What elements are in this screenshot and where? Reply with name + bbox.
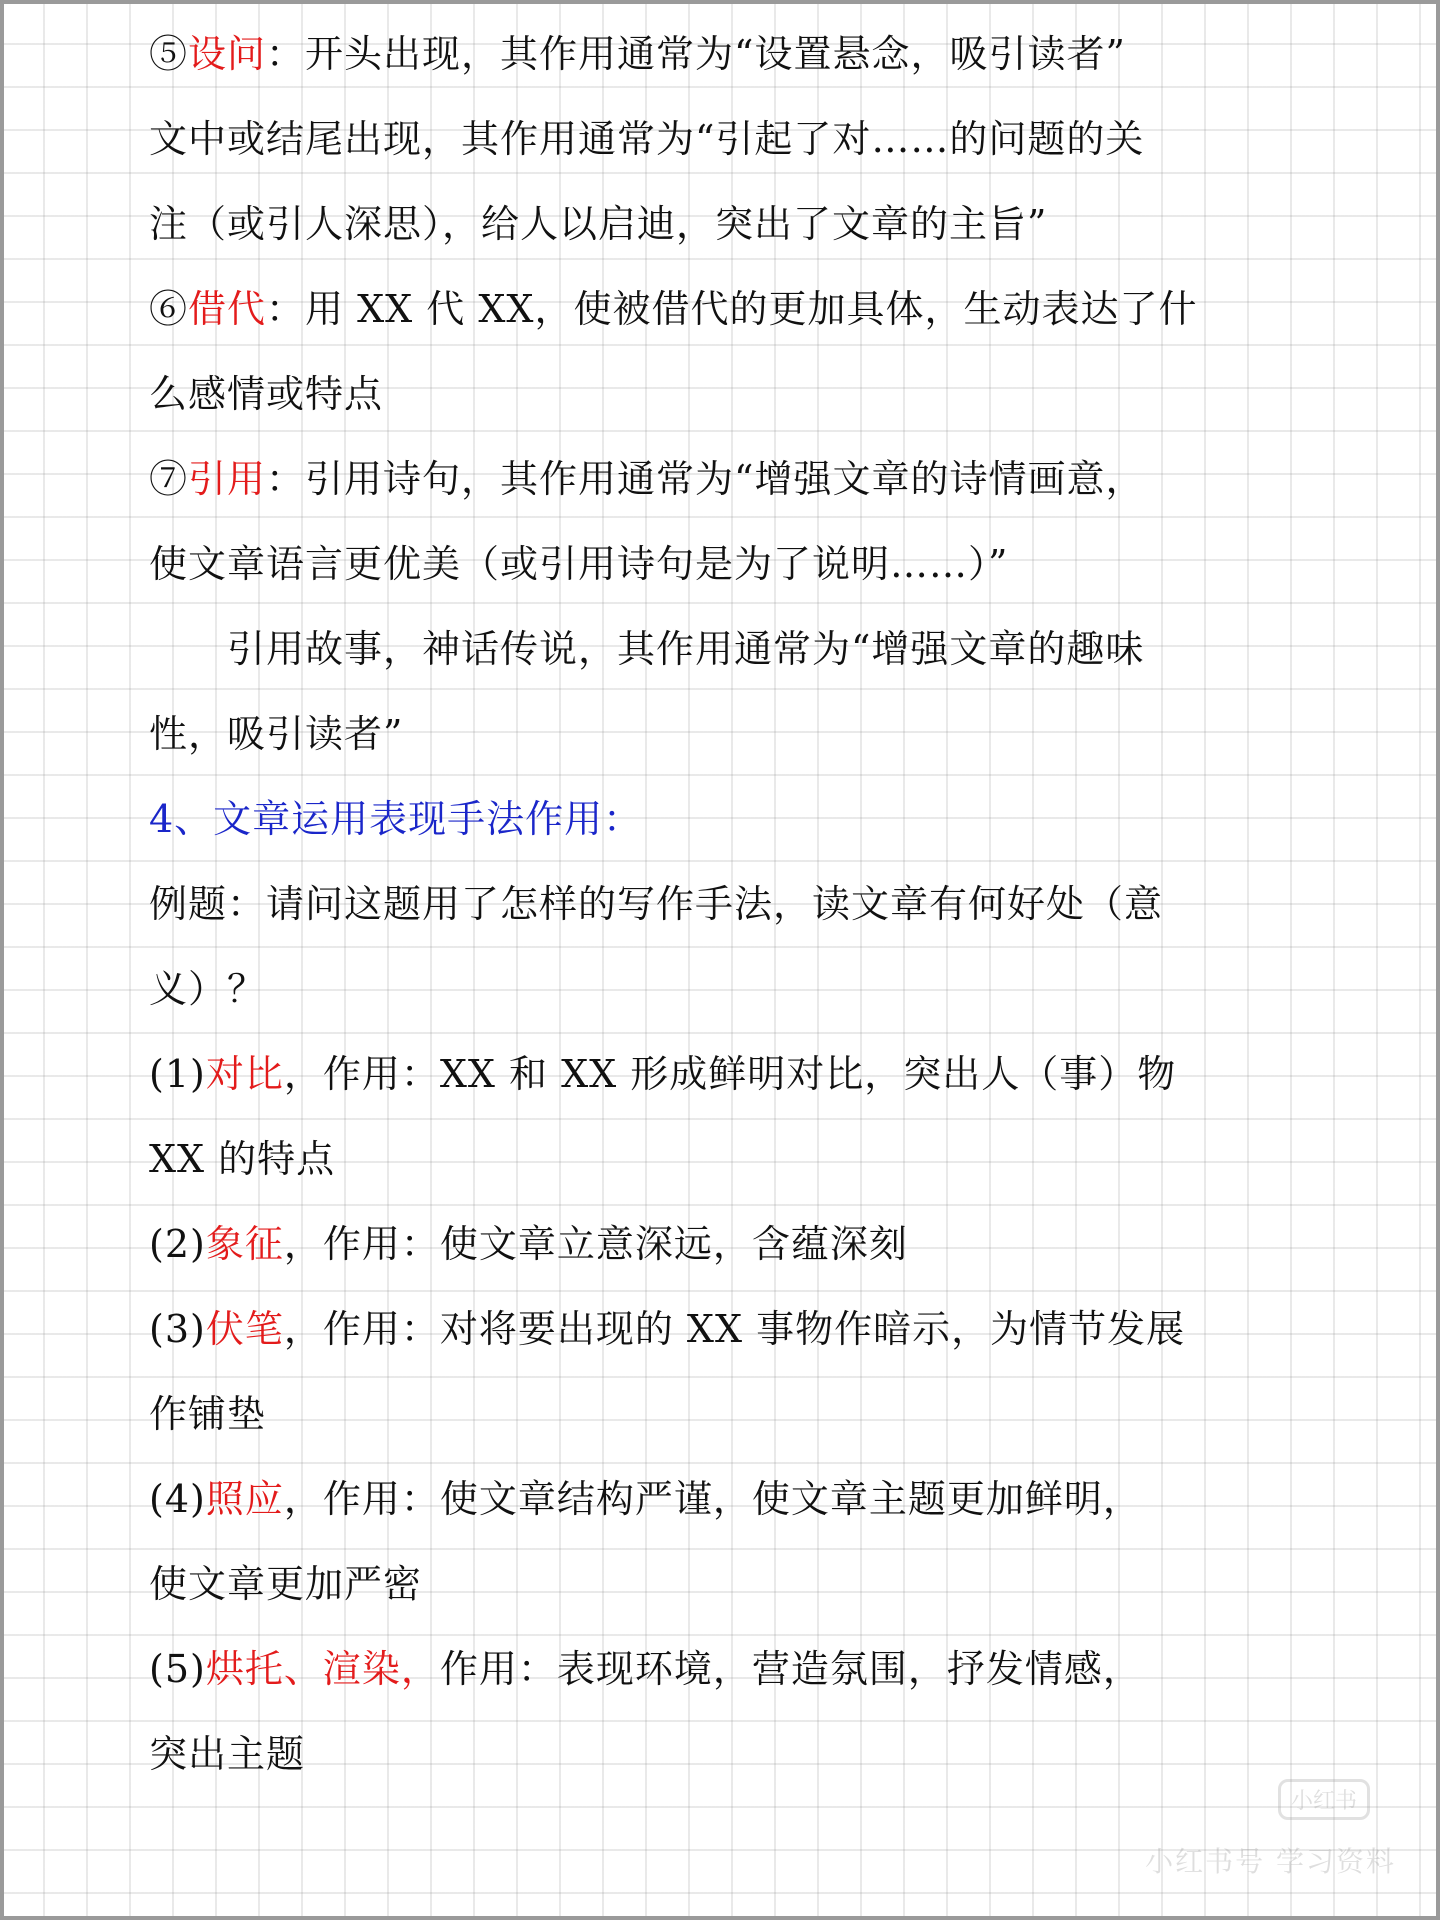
line-4 (149, 267, 1289, 352)
line-text: ：引用诗句，其作用通常为“增强文章的诗情画意， (266, 457, 1145, 501)
term-label: 引用 (188, 457, 267, 501)
line-11 (149, 862, 1289, 947)
item-number: ⑤ (149, 32, 189, 76)
document-body (149, 12, 1289, 1797)
watermark-logo: 小红书 (1278, 1779, 1370, 1820)
line-14 (149, 1117, 1289, 1202)
line-text: 作用：表现环境，营造氛围，抒发情感， (439, 1647, 1142, 1691)
line-16 (149, 1287, 1289, 1372)
line-text: XX 的特点 (149, 1137, 336, 1181)
line-text: 义）？ (149, 967, 267, 1011)
line-12 (149, 947, 1289, 1032)
line-1 (149, 12, 1289, 97)
item-number: (1) (149, 1052, 206, 1096)
item-number: (5) (149, 1647, 206, 1691)
term-label: 借代 (188, 287, 267, 331)
line-text: 么感情或特点 (149, 372, 384, 416)
line-text: 使文章语言更优美（或引用诗句是为了说明……）” (149, 542, 1009, 586)
term-label: 烘托、渲染， (205, 1647, 440, 1691)
item-number: (4) (149, 1477, 206, 1521)
section-heading (149, 777, 1289, 862)
line-6 (149, 437, 1289, 522)
item-number: (3) (149, 1307, 206, 1351)
line-text: 文中或结尾出现，其作用通常为“引起了对……的问题的关 (149, 117, 1145, 161)
line-text: 突出主题 (149, 1732, 306, 1776)
line-text: ，作用：XX 和 XX 形成鲜明对比，突出人（事）物 (283, 1052, 1177, 1096)
line-13 (149, 1032, 1289, 1117)
term-label: 伏笔 (205, 1307, 284, 1351)
term-label: 设问 (188, 32, 267, 76)
line-text: ，作用：使文章立意深远，含蕴深刻 (283, 1222, 908, 1266)
line-20 (149, 1627, 1289, 1712)
line-7 (149, 522, 1289, 607)
item-number: (2) (149, 1222, 206, 1266)
line-8 (149, 607, 1289, 692)
line-text: 作铺垫 (149, 1392, 267, 1436)
line-text: ，作用：对将要出现的 XX 事物作暗示，为情节发展 (283, 1307, 1186, 1351)
heading-text: 4、文章运用表现手法作用： (149, 797, 643, 841)
line-text: ：开头出现，其作用通常为“设置悬念，吸引读者” (266, 32, 1126, 76)
line-15 (149, 1202, 1289, 1287)
line-2 (149, 97, 1289, 182)
line-18 (149, 1457, 1289, 1542)
line-3 (149, 182, 1289, 267)
line-5 (149, 352, 1289, 437)
line-text: 注（或引人深思），给人以启迪，突出了文章的主旨” (149, 202, 1048, 246)
line-19 (149, 1542, 1289, 1627)
line-text: ，作用：使文章结构严谨，使文章主题更加鲜明， (283, 1477, 1142, 1521)
term-label: 对比 (205, 1052, 284, 1096)
line-9 (149, 692, 1289, 777)
line-17 (149, 1372, 1289, 1457)
term-label: 照应 (205, 1477, 284, 1521)
line-text: ：用 XX 代 XX，使被借代的更加具体，生动表达了什 (266, 287, 1198, 331)
item-number: ⑥ (149, 287, 189, 331)
line-21 (149, 1712, 1289, 1797)
term-label: 象征 (205, 1222, 284, 1266)
line-text: 引用故事，神话传说，其作用通常为“增强文章的趣味 (227, 627, 1145, 671)
line-text: 例题：请问这题用了怎样的写作手法，读文章有何好处（意 (149, 882, 1164, 926)
watermark-text: 小红书号 学习资料 (1145, 1845, 1396, 1878)
line-text: 使文章更加严密 (149, 1562, 423, 1606)
item-number: ⑦ (149, 457, 189, 501)
line-text: 性，吸引读者” (149, 712, 404, 756)
